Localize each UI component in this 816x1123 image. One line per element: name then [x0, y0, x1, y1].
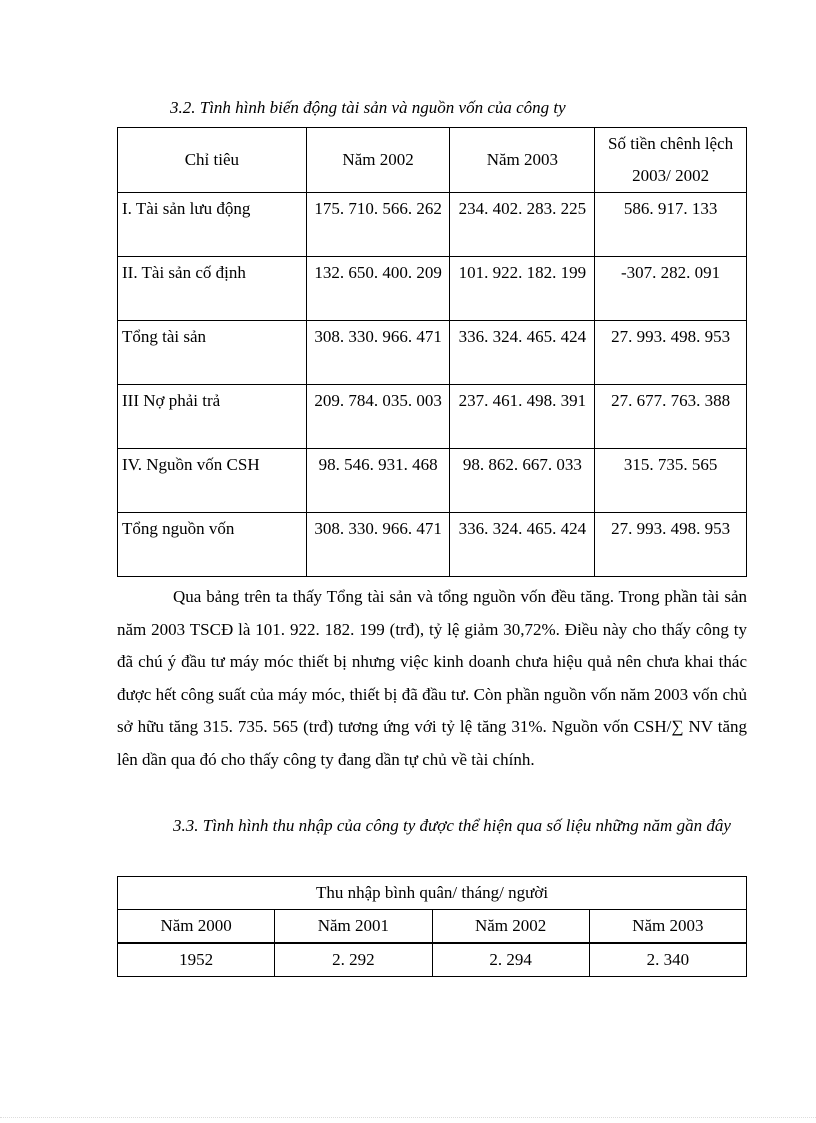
table-row: [118, 449, 747, 513]
section-3-2-caption: 3.2. Tình hình biến động tài sản và nguồn vốn của công ty: [170, 98, 566, 117]
value-difference: 315. 735. 565: [595, 449, 747, 513]
header-year-2002: Năm 2002: [306, 128, 450, 193]
income-2003: 2. 340: [589, 943, 746, 977]
year-2001: Năm 2001: [275, 910, 432, 944]
table-row: [118, 257, 747, 321]
row-label: III Nợ phải trả: [118, 385, 307, 449]
value-2002: 132. 650. 400. 209: [306, 257, 450, 321]
year-2002: Năm 2002: [432, 910, 589, 944]
value-2003: 234. 402. 283. 225: [450, 193, 595, 257]
income-2001: 2. 292: [275, 943, 432, 977]
value-2003: 98. 862. 667. 033: [450, 449, 595, 513]
value-difference: 27. 993. 498. 953: [595, 321, 747, 385]
income-table: [117, 876, 747, 977]
header-year-2003: Năm 2003: [450, 128, 595, 193]
table-row: [118, 513, 747, 577]
value-2002: 98. 546. 931. 468: [306, 449, 450, 513]
value-difference: -307. 282. 091: [595, 257, 747, 321]
income-title-row: [118, 877, 747, 910]
row-label: Tổng tài sản: [118, 321, 307, 385]
table-row: [118, 321, 747, 385]
value-2003: 336. 324. 465. 424: [450, 513, 595, 577]
table-row: [118, 385, 747, 449]
page-bottom-divider: [0, 1117, 816, 1118]
value-2003: 336. 324. 465. 424: [450, 321, 595, 385]
value-2003: 237. 461. 498. 391: [450, 385, 595, 449]
value-2002: 308. 330. 966. 471: [306, 321, 450, 385]
header-difference: Số tiền chênh lệch 2003/ 2002: [595, 128, 747, 193]
value-difference: 27. 677. 763. 388: [595, 385, 747, 449]
income-value-row: [118, 943, 747, 977]
row-label: I. Tài sản lưu động: [118, 193, 307, 257]
analysis-paragraph: Qua bảng trên ta thấy Tổng tài sản và tổng nguồn vốn đều tăng. Trong phần tài sản năm 2003 TSCĐ là 101. 922. 182. 199 (trđ), tỷ lệ giảm 30,72%. Điều này cho thấy công ty đã chú ý đầu tư máy móc thiết bị nhưng việc kinh doanh chưa hiệu quả nên chưa khai thác được hết công suất của máy móc, thiết bị đã đầu tư. Còn phần nguồn vốn năm 2003 vốn chủ sở hữu tăng 315. 735. 565 (trđ) tương ứng với tỷ lệ tăng 31%. Nguồn vốn CSH/∑ NV tăng lên dần qua đó cho thấy công ty đang dần tự chủ về tài chính.: [117, 587, 747, 769]
row-label: II. Tài sản cố định: [118, 257, 307, 321]
table-header-row: [118, 128, 747, 193]
value-2002: 175. 710. 566. 262: [306, 193, 450, 257]
value-2002: 209. 784. 035. 003: [306, 385, 450, 449]
value-2003: 101. 922. 182. 199: [450, 257, 595, 321]
table-row: [118, 193, 747, 257]
income-year-row: [118, 910, 747, 944]
income-2000: 1952: [118, 943, 275, 977]
header-indicator: Chỉ tiêu: [118, 128, 307, 193]
assets-capital-table: [117, 127, 747, 577]
value-difference: 27. 993. 498. 953: [595, 513, 747, 577]
year-2000: Năm 2000: [118, 910, 275, 944]
value-difference: 586. 917. 133: [595, 193, 747, 257]
income-2002: 2. 294: [432, 943, 589, 977]
section-3-3-caption: 3.3. Tình hình thu nhập của công ty được thể hiện qua số liệu những năm gần đây: [173, 816, 731, 835]
value-2002: 308. 330. 966. 471: [306, 513, 450, 577]
row-label: Tổng nguồn vốn: [118, 513, 307, 577]
year-2003: Năm 2003: [589, 910, 746, 944]
income-table-title: Thu nhập bình quân/ tháng/ người: [118, 877, 747, 910]
row-label: IV. Nguồn vốn CSH: [118, 449, 307, 513]
